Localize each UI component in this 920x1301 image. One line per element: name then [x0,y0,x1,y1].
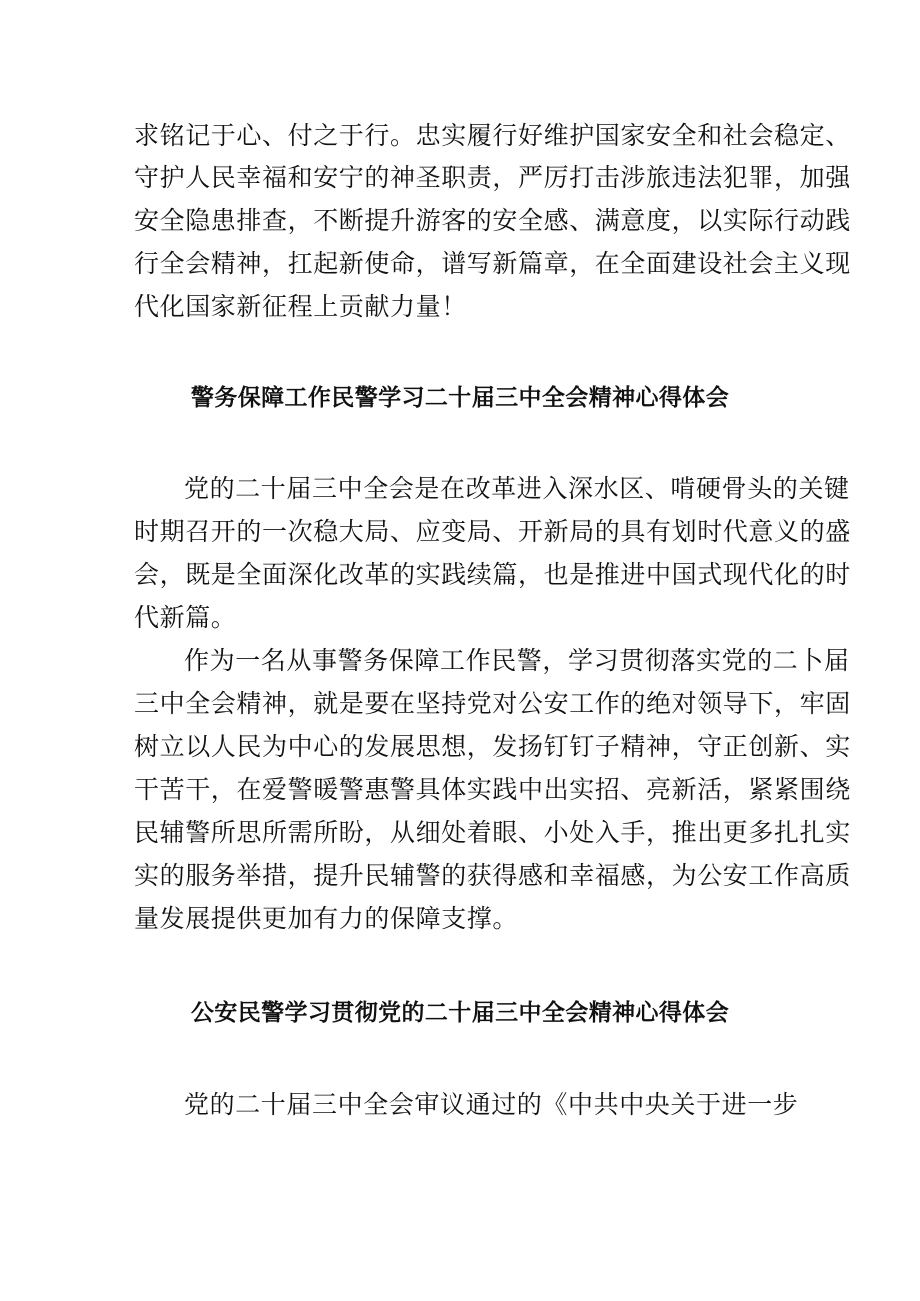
paragraph-line: 会，既是全面深化改革的实践续篇，也是推进中国式现代化的时 [134,560,851,589]
paragraph-line: 行全会精神，扛起新使命，谱写新篇章，在全面建设社会主义现 [134,249,851,278]
paragraph-line: 代新篇。 [134,603,237,632]
section-title: 公安民警学习贯彻党的二十届三中全会精神心得体会 [190,1000,730,1026]
paragraph-line: 干苦干，在爱警暖警惠警具体实践中出实招、亮新活，紧紧围绕 [134,775,851,804]
paragraph-line: 作为一名从事警务保障工作民警，学习贯彻落实党的二卜届 [184,646,850,675]
paragraph-line: 量发展提供更加有力的保障支撑。 [134,904,519,933]
paragraph-line: 树立以人民为中心的发展思想，发扬钉钉子精神，守正创新、实 [134,732,851,761]
paragraph-line: 安全隐患排查，不断提升游客的安全感、满意度，以实际行动践 [134,206,851,235]
paragraph-line: 党的二十届三中全会审议通过的《中共中央关于进一步 [184,1090,799,1119]
paragraph-line: 三中全会精神，就是要在坚持党对公安工作的绝对领导下，牢固 [134,689,851,718]
paragraph-line: 时期召开的一次稳大局、应变局、开新局的具有划时代意义的盛 [134,517,851,546]
paragraph-line: 民辅警所思所需所盼，从细处着眼、小处入手，推出更多扎扎实 [134,818,851,847]
paragraph-line: 求铭记于心、付之于行。忠实履行好维护国家安全和社会稳定、 [134,121,851,150]
paragraph-line: 代化国家新征程上贡献力量！ [134,292,467,321]
paragraph-line: 实的服务举措，提升民辅警的获得感和幸福感，为公安工作高质 [134,861,851,890]
paragraph-line: 党的二十届三中全会是在改革进入深水区、啃硬骨头的关键 [184,474,850,503]
paragraph-line: 守护人民幸福和安宁的神圣职责，严厉打击涉旅违法犯罪，加强 [134,163,851,192]
section-title: 警务保障工作民警学习二十届三中全会精神心得体会 [190,385,730,411]
